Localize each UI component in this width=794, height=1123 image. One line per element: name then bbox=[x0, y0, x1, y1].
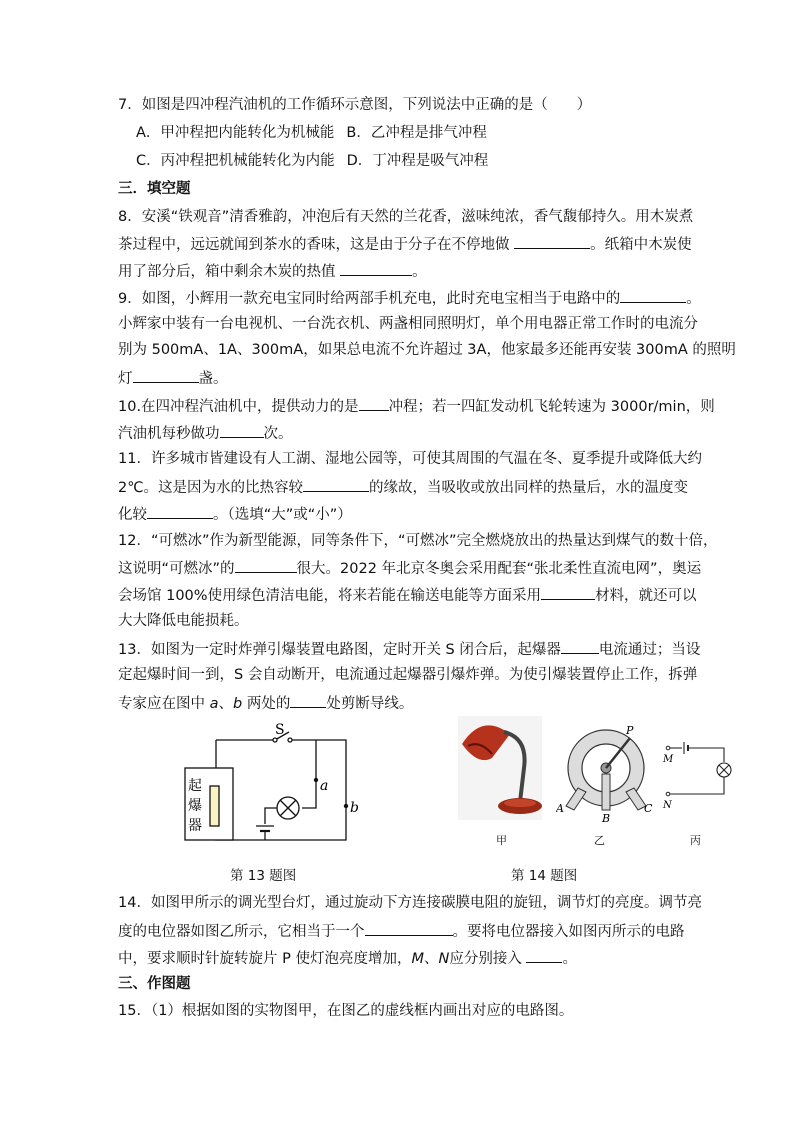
fig14-desk-lamp-photo bbox=[458, 716, 542, 820]
q14-line2 bbox=[118, 921, 685, 941]
q13-text: 电流通过；当设 bbox=[598, 642, 701, 658]
fig14-terminal-a bbox=[566, 788, 586, 810]
q8-line1: 8．安溪“铁观音”清香雅韵，冲泡后有天然的兰花香，滋味纯浓，香气馥郁持久。用木炭煮 bbox=[118, 209, 694, 225]
fig14-sub-label-bing: 丙 bbox=[690, 834, 701, 847]
q10-blank-1[interactable] bbox=[359, 396, 389, 411]
fig14-label-m: M bbox=[663, 754, 674, 765]
q12-line4: 大大降低电能损耗。 bbox=[118, 613, 249, 629]
q13-text: 处剪断导线。 bbox=[326, 696, 414, 712]
fig13-detonator-char: 爆 bbox=[188, 798, 202, 814]
q9-blank-1[interactable] bbox=[620, 288, 686, 303]
q14-sep: 、 bbox=[423, 951, 439, 967]
q9-text: 灯 bbox=[118, 371, 133, 387]
q11-text: 。（选填“大”或“小”） bbox=[213, 507, 352, 523]
fig14-label-a: A bbox=[556, 802, 564, 815]
fig13-detonator-char: 器 bbox=[188, 818, 202, 834]
q10-line2 bbox=[118, 423, 293, 443]
q11-line2 bbox=[118, 477, 688, 497]
q8-text: 茶过程中，远远就闻到茶水的香味，这是由于分子在不停地做 bbox=[118, 237, 510, 253]
q13-line3 bbox=[118, 693, 413, 713]
fig14-node-n bbox=[666, 792, 670, 796]
q9-line4 bbox=[118, 368, 228, 388]
q11-line3 bbox=[118, 504, 352, 524]
fig14-circuit-wire bbox=[688, 748, 724, 762]
fig13-wire-inner bbox=[302, 740, 316, 808]
q8-line3 bbox=[118, 261, 427, 281]
q9-line1 bbox=[118, 288, 701, 308]
fig14-circuit-wire bbox=[670, 777, 724, 794]
q10-text: 次。 bbox=[263, 426, 293, 442]
q12-text: 会场馆 100%使用绿色清洁电能，将来若能在输送电能等方面采用 bbox=[118, 588, 542, 604]
q13-sep: 、 bbox=[218, 696, 233, 712]
q10-text: 冲程；若一四缸发动机飞轮转速为 3000r/min，则 bbox=[388, 399, 715, 415]
q11-text: 的缘故，当吸收或放出同样的热量后，水的温度变 bbox=[369, 480, 689, 496]
q11-text: 2℃。这是因为水的比热容较 bbox=[118, 480, 304, 496]
fig14-label-b: B bbox=[602, 812, 611, 825]
fig14-sub-label-yi: 乙 bbox=[594, 834, 605, 847]
q15-line1: 15．（1）根据如图的实物图甲，在图乙的虚线框内画出对应的电路图。 bbox=[118, 1003, 574, 1019]
fig13-switch-contact bbox=[288, 738, 292, 742]
fig14-potentiometer bbox=[556, 722, 664, 826]
q9-text: 盏。 bbox=[198, 371, 228, 387]
q14-text: 中，要求顺时针旋转旋片 P 使灯泡亮度增加， bbox=[118, 951, 412, 967]
q12-text: 这说明“可燃冰”的 bbox=[118, 561, 235, 577]
q14-blank-2[interactable] bbox=[526, 948, 562, 963]
fig13-wire-inner bbox=[265, 808, 277, 824]
q12-blank-1[interactable] bbox=[235, 558, 297, 573]
section-drawing-title: 三、作图题 bbox=[118, 976, 191, 992]
fig14-circuit bbox=[660, 740, 740, 812]
q10-text: 汽油机每秒做功 bbox=[118, 426, 220, 442]
q9-line2: 小辉家中装有一台电视机、一台洗衣机、两盏相同照明灯，单个用电器正常工作时的电流分 bbox=[118, 316, 698, 332]
q9-line3: 别为 500mA、1A、300mA，如果总电流不允许超过 3A，他家最多还能再安装 300mA 的照明 bbox=[118, 342, 736, 358]
fig14-caption: 第 14 题图 bbox=[511, 868, 578, 884]
fig14-label-p: P bbox=[626, 724, 634, 737]
q14-text: 。要将电位器接入如图丙所示的电路 bbox=[452, 924, 685, 940]
q8-line2 bbox=[118, 234, 692, 254]
q7-stem: 7．如图是四冲程汽油机的工作循环示意图，下列说法中正确的是（ ） bbox=[118, 97, 592, 113]
fig13-switch-contact bbox=[273, 738, 277, 742]
fig14-terminal-c bbox=[626, 788, 646, 810]
fig13-detonator-resistor bbox=[210, 786, 219, 826]
q13-line2: 定起爆时间一到，S 会自动断开，电流通过起爆器引爆炸弹。为使引爆装置停止工作，拆弹 bbox=[118, 667, 698, 683]
q14-blank-1[interactable] bbox=[365, 921, 453, 936]
q14-var-m: M bbox=[411, 951, 424, 967]
q7-option-d[interactable]: D．丁冲程是吸气冲程 bbox=[346, 153, 489, 169]
q8-text: 。 bbox=[412, 264, 427, 280]
q7-option-b[interactable]: B．乙冲程是排气冲程 bbox=[346, 125, 487, 141]
q13-text: 两处的 bbox=[246, 696, 291, 712]
q14-var-n: N bbox=[438, 951, 450, 967]
q8-text: 。纸箱中木炭使 bbox=[590, 237, 692, 253]
q9-text: 。 bbox=[686, 291, 701, 307]
q7-options-row1 bbox=[136, 124, 487, 142]
fig14-sub-label-jia: 甲 bbox=[496, 834, 507, 847]
q11-blank-1[interactable] bbox=[303, 477, 369, 492]
q9-text: 9．如图，小辉用一款充电宝同时给两部手机充电，此时充电宝相当于电路中的 bbox=[118, 291, 621, 307]
q7-option-a[interactable]: A．甲冲程把内能转化为机械能 bbox=[136, 125, 335, 141]
q14-line1: 14．如图甲所示的调光型台灯，通过旋动下方连接碳膜电阻的旋钮，调节灯的亮度。调节亮 bbox=[118, 895, 702, 911]
q12-line2 bbox=[118, 558, 701, 578]
fig13-label-b: b bbox=[350, 800, 359, 816]
q8-blank-1[interactable] bbox=[514, 234, 590, 249]
fig13-label-a: a bbox=[320, 778, 329, 794]
q14-line3 bbox=[118, 948, 577, 968]
q13-var-b: b bbox=[233, 696, 243, 712]
q12-text: 很大。2022 年北京冬奥会采用配套“张北柔性直流电网”，奥运 bbox=[296, 561, 702, 577]
q13-blank-1[interactable] bbox=[561, 639, 599, 654]
fig13-node-b bbox=[344, 804, 348, 808]
q14-text: 。 bbox=[562, 951, 577, 967]
q8-text: 用了部分后，箱中剩余木炭的热值 bbox=[118, 264, 336, 280]
fig14-label-c: C bbox=[644, 802, 653, 815]
fig14-terminal-b bbox=[602, 774, 610, 810]
section-fill-in-title: 三．填空题 bbox=[118, 181, 191, 197]
q10-text: 10.在四冲程汽油机中，提供动力的是 bbox=[118, 399, 359, 415]
q13-text: 13．如图为一定时炸弹引爆装置电路图，定时开关 S 闭合后，起爆器 bbox=[118, 642, 561, 658]
q12-blank-2[interactable] bbox=[541, 585, 595, 600]
fig14-label-n: N bbox=[663, 800, 672, 811]
q9-blank-2[interactable] bbox=[133, 368, 199, 383]
q7-option-c[interactable]: C．丙冲程把机械能转化为内能 bbox=[136, 153, 335, 169]
q14-text: 度的电位器如图乙所示，它相当于一个 bbox=[118, 924, 365, 940]
fig13-detonator-char: 起 bbox=[188, 778, 202, 794]
q10-line1 bbox=[118, 396, 715, 416]
fig13-label-s: S bbox=[275, 722, 285, 738]
q7-options-row2 bbox=[136, 152, 488, 170]
q12-line1: 12．“可燃冰”作为新型能源，同等条件下，“可燃冰”完全燃烧放出的热量达到煤气的数十倍， bbox=[118, 533, 718, 549]
q14-text: 应分别接入 bbox=[449, 951, 522, 967]
fig13-node-a bbox=[314, 778, 318, 782]
q8-blank-2[interactable] bbox=[340, 261, 412, 276]
fig13-circuit-diagram bbox=[180, 720, 360, 850]
q13-line1 bbox=[118, 639, 700, 659]
fig13-caption: 第 13 题图 bbox=[230, 868, 297, 884]
q11-line1: 11．许多城市皆建设有人工湖、湿地公园等，可使其周围的气温在冬、夏季提升或降低大约 bbox=[118, 451, 702, 467]
q12-line3 bbox=[118, 585, 697, 605]
q11-blank-2[interactable] bbox=[147, 504, 213, 519]
q13-text: 专家应在图中 bbox=[118, 696, 205, 712]
fig14-node-m bbox=[666, 746, 670, 750]
q10-blank-2[interactable] bbox=[220, 423, 264, 438]
q13-blank-2[interactable] bbox=[290, 693, 326, 708]
q12-text: 材料，就还可以 bbox=[595, 588, 697, 604]
q11-text: 化较 bbox=[118, 507, 147, 523]
q13-var-a: a bbox=[209, 696, 219, 712]
